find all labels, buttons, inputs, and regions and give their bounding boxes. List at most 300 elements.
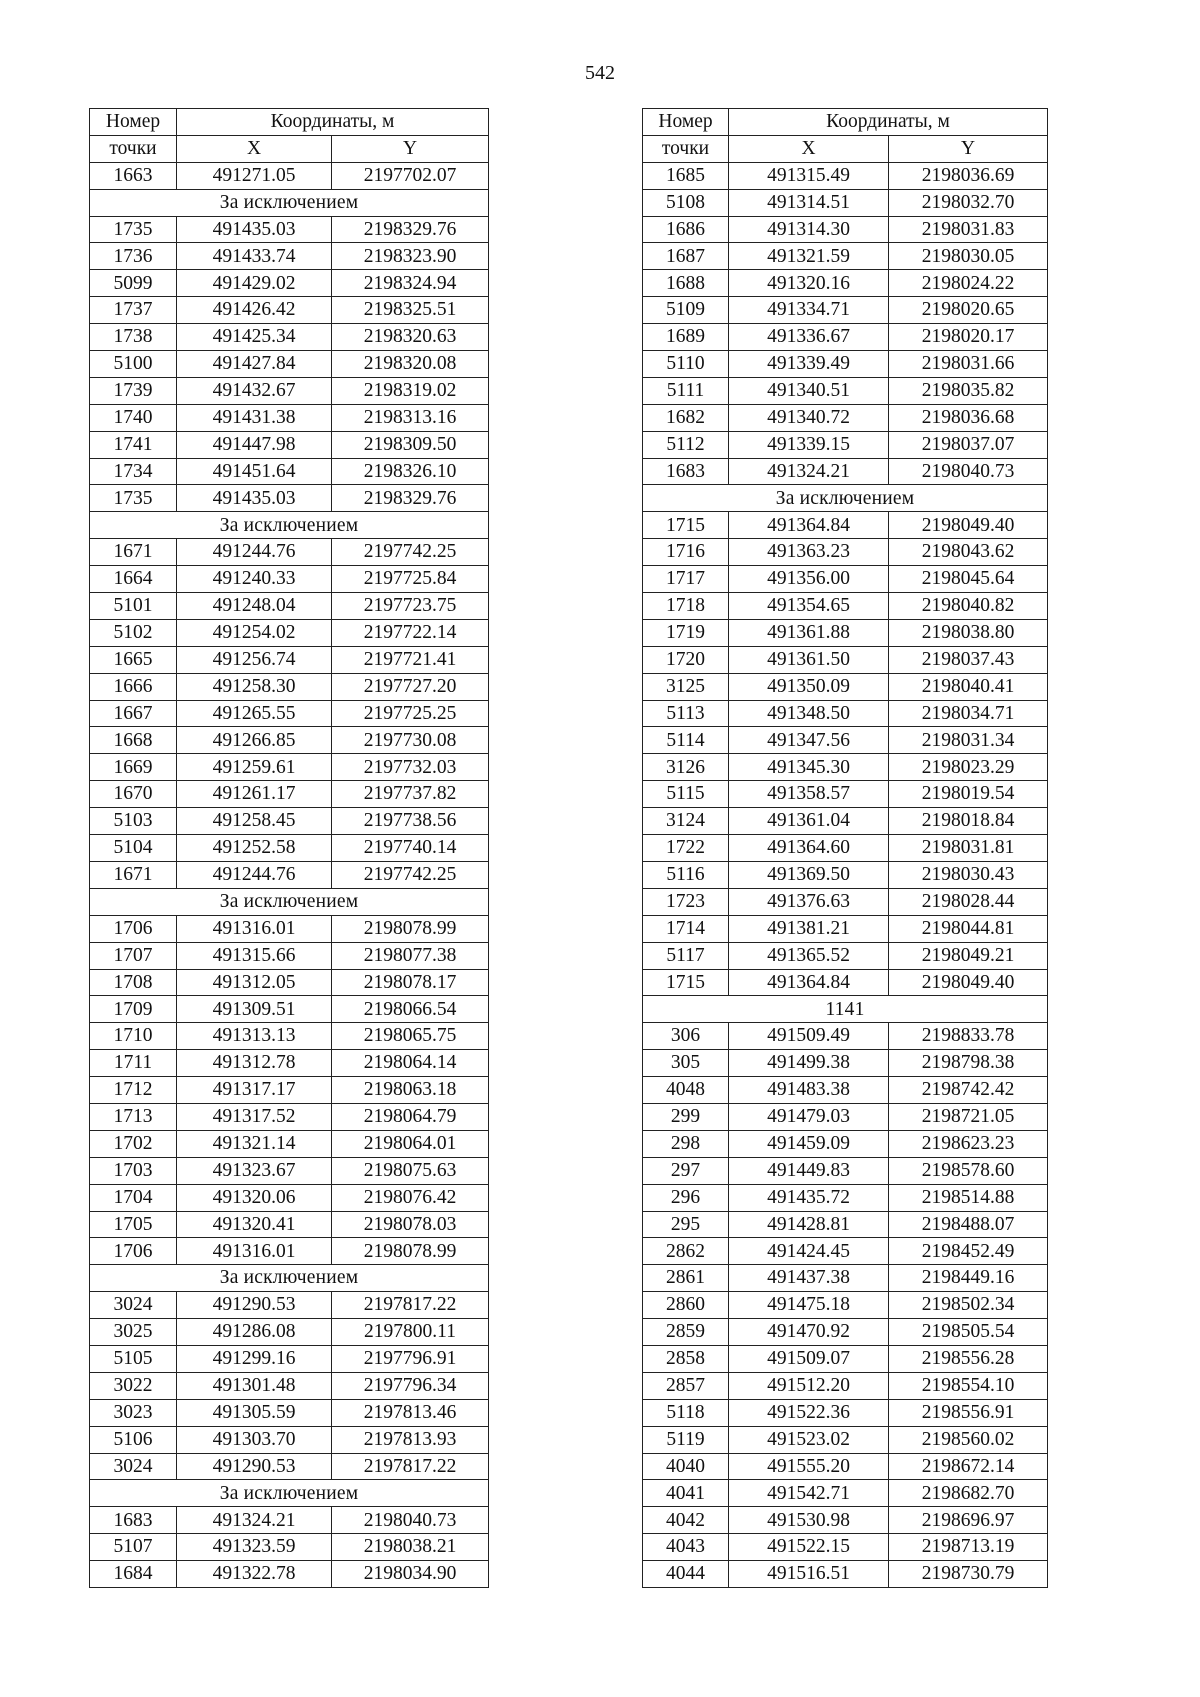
table-row <box>643 1211 1048 1238</box>
x-coordinate: 491365.52 <box>729 942 889 969</box>
section-row <box>90 1265 489 1292</box>
y-coordinate: 2198063.18 <box>332 1077 489 1104</box>
table-row <box>643 1184 1048 1211</box>
table-row <box>90 593 489 620</box>
x-coordinate: 491303.70 <box>177 1426 332 1453</box>
y-coordinate: 2198320.63 <box>332 324 489 351</box>
x-coordinate: 491305.59 <box>177 1399 332 1426</box>
table-row <box>90 619 489 646</box>
point-number: 4044 <box>643 1561 729 1588</box>
y-coordinate: 2197725.84 <box>332 566 489 593</box>
point-number: 5104 <box>90 835 177 862</box>
x-coordinate: 491435.72 <box>729 1184 889 1211</box>
point-number: 1702 <box>90 1130 177 1157</box>
header-row <box>90 135 489 162</box>
table-row <box>643 566 1048 593</box>
table-row <box>90 1050 489 1077</box>
point-number: 5112 <box>643 431 729 458</box>
point-number: 1706 <box>90 915 177 942</box>
y-coordinate: 2198040.41 <box>889 673 1048 700</box>
y-coordinate: 2197796.91 <box>332 1345 489 1372</box>
x-coordinate: 491309.51 <box>177 996 332 1023</box>
table-row <box>90 1157 489 1184</box>
table-row <box>90 646 489 673</box>
x-coordinate: 491317.17 <box>177 1077 332 1104</box>
x-coordinate: 491435.03 <box>177 216 332 243</box>
table-row <box>643 324 1048 351</box>
table-row <box>90 754 489 781</box>
y-coordinate: 2197817.22 <box>332 1292 489 1319</box>
x-coordinate: 491345.30 <box>729 754 889 781</box>
x-coordinate: 491299.16 <box>177 1345 332 1372</box>
point-number: 5111 <box>643 377 729 404</box>
x-coordinate: 491316.01 <box>177 915 332 942</box>
x-coordinate: 491323.59 <box>177 1534 332 1561</box>
y-coordinate: 2198034.71 <box>889 700 1048 727</box>
x-coordinate: 491320.41 <box>177 1211 332 1238</box>
x-coordinate: 491447.98 <box>177 431 332 458</box>
y-coordinate: 2197800.11 <box>332 1319 489 1346</box>
point-number: 1688 <box>643 270 729 297</box>
table-row <box>90 1426 489 1453</box>
point-number: 5108 <box>643 189 729 216</box>
table-row <box>90 431 489 458</box>
y-coordinate: 2197737.82 <box>332 781 489 808</box>
table-row <box>643 351 1048 378</box>
table-row <box>90 539 489 566</box>
x-coordinate: 491433.74 <box>177 243 332 270</box>
y-coordinate: 2198798.38 <box>889 1050 1048 1077</box>
point-number: 2861 <box>643 1265 729 1292</box>
y-coordinate: 2198309.50 <box>332 431 489 458</box>
table-row <box>90 1345 489 1372</box>
table-row <box>643 888 1048 915</box>
x-coordinate: 491254.02 <box>177 619 332 646</box>
point-number: 1709 <box>90 996 177 1023</box>
point-number: 1683 <box>643 458 729 485</box>
header-row <box>643 109 1048 136</box>
point-number: 1716 <box>643 539 729 566</box>
y-coordinate: 2197725.25 <box>332 700 489 727</box>
x-coordinate: 491320.16 <box>729 270 889 297</box>
y-coordinate: 2198488.07 <box>889 1211 1048 1238</box>
table-row <box>643 243 1048 270</box>
x-coordinate: 491317.52 <box>177 1103 332 1130</box>
y-coordinate: 2198034.90 <box>332 1561 489 1588</box>
x-coordinate: 491432.67 <box>177 377 332 404</box>
x-coordinate: 491431.38 <box>177 404 332 431</box>
table-row <box>90 835 489 862</box>
table-row <box>90 324 489 351</box>
y-coordinate: 2198031.81 <box>889 835 1048 862</box>
y-coordinate: 2198742.42 <box>889 1077 1048 1104</box>
y-coordinate: 2198078.03 <box>332 1211 489 1238</box>
x-coordinate: 491339.49 <box>729 351 889 378</box>
point-number: 1722 <box>643 835 729 862</box>
page-number: 542 <box>585 62 615 84</box>
x-coordinate: 491290.53 <box>177 1453 332 1480</box>
point-number: 5102 <box>90 619 177 646</box>
y-coordinate: 2198030.05 <box>889 243 1048 270</box>
y-coordinate: 2197796.34 <box>332 1372 489 1399</box>
y-coordinate: 2198078.99 <box>332 1238 489 1265</box>
header-point-label: точки <box>90 135 177 162</box>
table-row <box>643 1399 1048 1426</box>
x-coordinate: 491364.60 <box>729 835 889 862</box>
y-coordinate: 2198031.83 <box>889 216 1048 243</box>
y-coordinate: 2197742.25 <box>332 861 489 888</box>
header-point-label: точки <box>643 135 729 162</box>
point-number: 1671 <box>90 861 177 888</box>
x-coordinate: 491258.30 <box>177 673 332 700</box>
x-coordinate: 491475.18 <box>729 1292 889 1319</box>
point-number: 3124 <box>643 808 729 835</box>
x-coordinate: 491427.84 <box>177 351 332 378</box>
point-number: 1667 <box>90 700 177 727</box>
point-number: 3024 <box>90 1453 177 1480</box>
table-row <box>90 1319 489 1346</box>
section-row <box>90 512 489 539</box>
point-number: 1720 <box>643 646 729 673</box>
coordinates-table-left <box>89 108 489 1588</box>
x-coordinate: 491324.21 <box>729 458 889 485</box>
point-number: 5114 <box>643 727 729 754</box>
table-row <box>90 351 489 378</box>
y-coordinate: 2198018.84 <box>889 808 1048 835</box>
point-number: 5107 <box>90 1534 177 1561</box>
x-coordinate: 491426.42 <box>177 297 332 324</box>
point-number: 4043 <box>643 1534 729 1561</box>
x-coordinate: 491340.72 <box>729 404 889 431</box>
x-coordinate: 491376.63 <box>729 888 889 915</box>
x-coordinate: 491314.30 <box>729 216 889 243</box>
point-number: 296 <box>643 1184 729 1211</box>
y-coordinate: 2198623.23 <box>889 1130 1048 1157</box>
table-row <box>643 377 1048 404</box>
y-coordinate: 2198075.63 <box>332 1157 489 1184</box>
x-coordinate: 491522.15 <box>729 1534 889 1561</box>
header-y: Y <box>889 135 1048 162</box>
x-coordinate: 491361.88 <box>729 619 889 646</box>
x-coordinate: 491266.85 <box>177 727 332 754</box>
point-number: 4040 <box>643 1453 729 1480</box>
table-row <box>643 1130 1048 1157</box>
table-row <box>643 404 1048 431</box>
section-row <box>643 996 1048 1023</box>
x-coordinate: 491252.58 <box>177 835 332 862</box>
x-coordinate: 491509.07 <box>729 1345 889 1372</box>
y-coordinate: 2198452.49 <box>889 1238 1048 1265</box>
point-number: 5100 <box>90 351 177 378</box>
y-coordinate: 2198036.69 <box>889 162 1048 189</box>
point-number: 1705 <box>90 1211 177 1238</box>
x-coordinate: 491449.83 <box>729 1157 889 1184</box>
y-coordinate: 2198313.16 <box>332 404 489 431</box>
y-coordinate: 2198020.65 <box>889 297 1048 324</box>
point-number: 1703 <box>90 1157 177 1184</box>
table-row <box>643 1023 1048 1050</box>
point-number: 1734 <box>90 458 177 485</box>
point-number: 5118 <box>643 1399 729 1426</box>
point-number: 3025 <box>90 1319 177 1346</box>
table-row <box>643 216 1048 243</box>
x-coordinate: 491530.98 <box>729 1507 889 1534</box>
y-coordinate: 2198032.70 <box>889 189 1048 216</box>
table-row <box>643 593 1048 620</box>
y-coordinate: 2198049.40 <box>889 969 1048 996</box>
y-coordinate: 2198682.70 <box>889 1480 1048 1507</box>
x-coordinate: 491240.33 <box>177 566 332 593</box>
point-number: 1689 <box>643 324 729 351</box>
point-number: 3022 <box>90 1372 177 1399</box>
point-number: 5113 <box>643 700 729 727</box>
table-row <box>643 619 1048 646</box>
point-number: 1668 <box>90 727 177 754</box>
table-row <box>643 1480 1048 1507</box>
point-number: 2860 <box>643 1292 729 1319</box>
y-coordinate: 2198502.34 <box>889 1292 1048 1319</box>
point-number: 1685 <box>643 162 729 189</box>
x-coordinate: 491301.48 <box>177 1372 332 1399</box>
point-number: 2859 <box>643 1319 729 1346</box>
y-coordinate: 2198319.02 <box>332 377 489 404</box>
x-coordinate: 491256.74 <box>177 646 332 673</box>
x-coordinate: 491350.09 <box>729 673 889 700</box>
point-number: 1740 <box>90 404 177 431</box>
y-coordinate: 2198023.29 <box>889 754 1048 781</box>
y-coordinate: 2197742.25 <box>332 539 489 566</box>
table-row <box>643 270 1048 297</box>
section-label: За исключением <box>90 888 489 915</box>
table-row <box>90 1372 489 1399</box>
x-coordinate: 491361.04 <box>729 808 889 835</box>
y-coordinate: 2198064.79 <box>332 1103 489 1130</box>
y-coordinate: 2198040.82 <box>889 593 1048 620</box>
point-number: 3126 <box>643 754 729 781</box>
point-number: 1737 <box>90 297 177 324</box>
x-coordinate: 491555.20 <box>729 1453 889 1480</box>
point-number: 5119 <box>643 1426 729 1453</box>
point-number: 3023 <box>90 1399 177 1426</box>
y-coordinate: 2198578.60 <box>889 1157 1048 1184</box>
y-coordinate: 2198730.79 <box>889 1561 1048 1588</box>
x-coordinate: 491451.64 <box>177 458 332 485</box>
y-coordinate: 2198326.10 <box>332 458 489 485</box>
y-coordinate: 2198028.44 <box>889 888 1048 915</box>
x-coordinate: 491315.49 <box>729 162 889 189</box>
x-coordinate: 491358.57 <box>729 781 889 808</box>
point-number: 2857 <box>643 1372 729 1399</box>
table-row <box>643 727 1048 754</box>
x-coordinate: 491429.02 <box>177 270 332 297</box>
point-number: 1706 <box>90 1238 177 1265</box>
section-row <box>90 888 489 915</box>
point-number: 1714 <box>643 915 729 942</box>
point-number: 1665 <box>90 646 177 673</box>
x-coordinate: 491437.38 <box>729 1265 889 1292</box>
y-coordinate: 2198045.64 <box>889 566 1048 593</box>
table-row <box>643 1345 1048 1372</box>
table-row <box>643 835 1048 862</box>
y-coordinate: 2198556.28 <box>889 1345 1048 1372</box>
header-point-number: Номер <box>643 109 729 136</box>
y-coordinate: 2197723.75 <box>332 593 489 620</box>
x-coordinate: 491509.49 <box>729 1023 889 1050</box>
table-row <box>90 969 489 996</box>
y-coordinate: 2198049.21 <box>889 942 1048 969</box>
section-label: За исключением <box>90 512 489 539</box>
point-number: 4042 <box>643 1507 729 1534</box>
point-number: 1735 <box>90 216 177 243</box>
point-number: 1683 <box>90 1507 177 1534</box>
point-number: 5099 <box>90 270 177 297</box>
point-number: 3024 <box>90 1292 177 1319</box>
y-coordinate: 2198024.22 <box>889 270 1048 297</box>
y-coordinate: 2198514.88 <box>889 1184 1048 1211</box>
point-number: 5106 <box>90 1426 177 1453</box>
y-coordinate: 2197817.22 <box>332 1453 489 1480</box>
table-row <box>643 189 1048 216</box>
table-row <box>643 1453 1048 1480</box>
x-coordinate: 491470.92 <box>729 1319 889 1346</box>
point-number: 5110 <box>643 351 729 378</box>
point-number: 1738 <box>90 324 177 351</box>
x-coordinate: 491290.53 <box>177 1292 332 1319</box>
point-number: 1670 <box>90 781 177 808</box>
table-row <box>643 700 1048 727</box>
point-number: 1735 <box>90 485 177 512</box>
y-coordinate: 2198325.51 <box>332 297 489 324</box>
point-number: 1713 <box>90 1103 177 1130</box>
table-row <box>90 297 489 324</box>
x-coordinate: 491483.38 <box>729 1077 889 1104</box>
table-row <box>643 297 1048 324</box>
table-row <box>90 1507 489 1534</box>
table-row <box>90 243 489 270</box>
table-row <box>90 1103 489 1130</box>
point-number: 5105 <box>90 1345 177 1372</box>
table-row <box>90 808 489 835</box>
table-row <box>90 270 489 297</box>
point-number: 4048 <box>643 1077 729 1104</box>
y-coordinate: 2198035.82 <box>889 377 1048 404</box>
y-coordinate: 2198020.17 <box>889 324 1048 351</box>
point-number: 1686 <box>643 216 729 243</box>
table-row <box>90 942 489 969</box>
header-coordinates: Координаты, м <box>729 109 1048 136</box>
table-row <box>90 673 489 700</box>
point-number: 1704 <box>90 1184 177 1211</box>
x-coordinate: 491316.01 <box>177 1238 332 1265</box>
x-coordinate: 491312.78 <box>177 1050 332 1077</box>
table-row <box>90 162 489 189</box>
point-number: 299 <box>643 1103 729 1130</box>
point-number: 306 <box>643 1023 729 1050</box>
table-row <box>90 216 489 243</box>
point-number: 1710 <box>90 1023 177 1050</box>
y-coordinate: 2198320.08 <box>332 351 489 378</box>
table-row <box>643 915 1048 942</box>
table-row <box>90 1211 489 1238</box>
x-coordinate: 491258.45 <box>177 808 332 835</box>
table-row <box>90 1292 489 1319</box>
point-number: 295 <box>643 1211 729 1238</box>
x-coordinate: 491271.05 <box>177 162 332 189</box>
table-row <box>90 1184 489 1211</box>
y-coordinate: 2198049.40 <box>889 512 1048 539</box>
y-coordinate: 2198038.80 <box>889 619 1048 646</box>
y-coordinate: 2198040.73 <box>889 458 1048 485</box>
table-row <box>643 1050 1048 1077</box>
table-row <box>90 1238 489 1265</box>
table-row <box>643 539 1048 566</box>
x-coordinate: 491322.78 <box>177 1561 332 1588</box>
header-point-number: Номер <box>90 109 177 136</box>
point-number: 1719 <box>643 619 729 646</box>
point-number: 1663 <box>90 162 177 189</box>
y-coordinate: 2198030.43 <box>889 861 1048 888</box>
point-number: 2858 <box>643 1345 729 1372</box>
x-coordinate: 491314.51 <box>729 189 889 216</box>
y-coordinate: 2197813.93 <box>332 1426 489 1453</box>
table-row <box>90 996 489 1023</box>
y-coordinate: 2198833.78 <box>889 1023 1048 1050</box>
table-row <box>90 1023 489 1050</box>
y-coordinate: 2198031.34 <box>889 727 1048 754</box>
point-number: 1684 <box>90 1561 177 1588</box>
point-number: 1682 <box>643 404 729 431</box>
y-coordinate: 2198040.73 <box>332 1507 489 1534</box>
y-coordinate: 2198721.05 <box>889 1103 1048 1130</box>
table-row <box>90 485 489 512</box>
point-number: 1671 <box>90 539 177 566</box>
point-number: 1723 <box>643 888 729 915</box>
header-x: X <box>177 135 332 162</box>
section-label: За исключением <box>90 189 489 216</box>
point-number: 2862 <box>643 1238 729 1265</box>
table-row <box>643 673 1048 700</box>
section-label: За исключением <box>643 485 1048 512</box>
table-row <box>90 727 489 754</box>
point-number: 4041 <box>643 1480 729 1507</box>
y-coordinate: 2198036.68 <box>889 404 1048 431</box>
y-coordinate: 2197721.41 <box>332 646 489 673</box>
table-row <box>643 781 1048 808</box>
y-coordinate: 2198554.10 <box>889 1372 1048 1399</box>
x-coordinate: 491347.56 <box>729 727 889 754</box>
table-row <box>643 1372 1048 1399</box>
header-row <box>90 109 489 136</box>
table-row <box>90 781 489 808</box>
point-number: 3125 <box>643 673 729 700</box>
point-number: 1708 <box>90 969 177 996</box>
point-number: 1715 <box>643 512 729 539</box>
x-coordinate: 491499.38 <box>729 1050 889 1077</box>
x-coordinate: 491313.13 <box>177 1023 332 1050</box>
table-row <box>643 1077 1048 1104</box>
table-row <box>643 1157 1048 1184</box>
y-coordinate: 2198037.07 <box>889 431 1048 458</box>
x-coordinate: 491261.17 <box>177 781 332 808</box>
table-row <box>643 808 1048 835</box>
section-label: За исключением <box>90 1480 489 1507</box>
x-coordinate: 491320.06 <box>177 1184 332 1211</box>
x-coordinate: 491286.08 <box>177 1319 332 1346</box>
x-coordinate: 491248.04 <box>177 593 332 620</box>
x-coordinate: 491356.00 <box>729 566 889 593</box>
x-coordinate: 491522.36 <box>729 1399 889 1426</box>
y-coordinate: 2198064.14 <box>332 1050 489 1077</box>
